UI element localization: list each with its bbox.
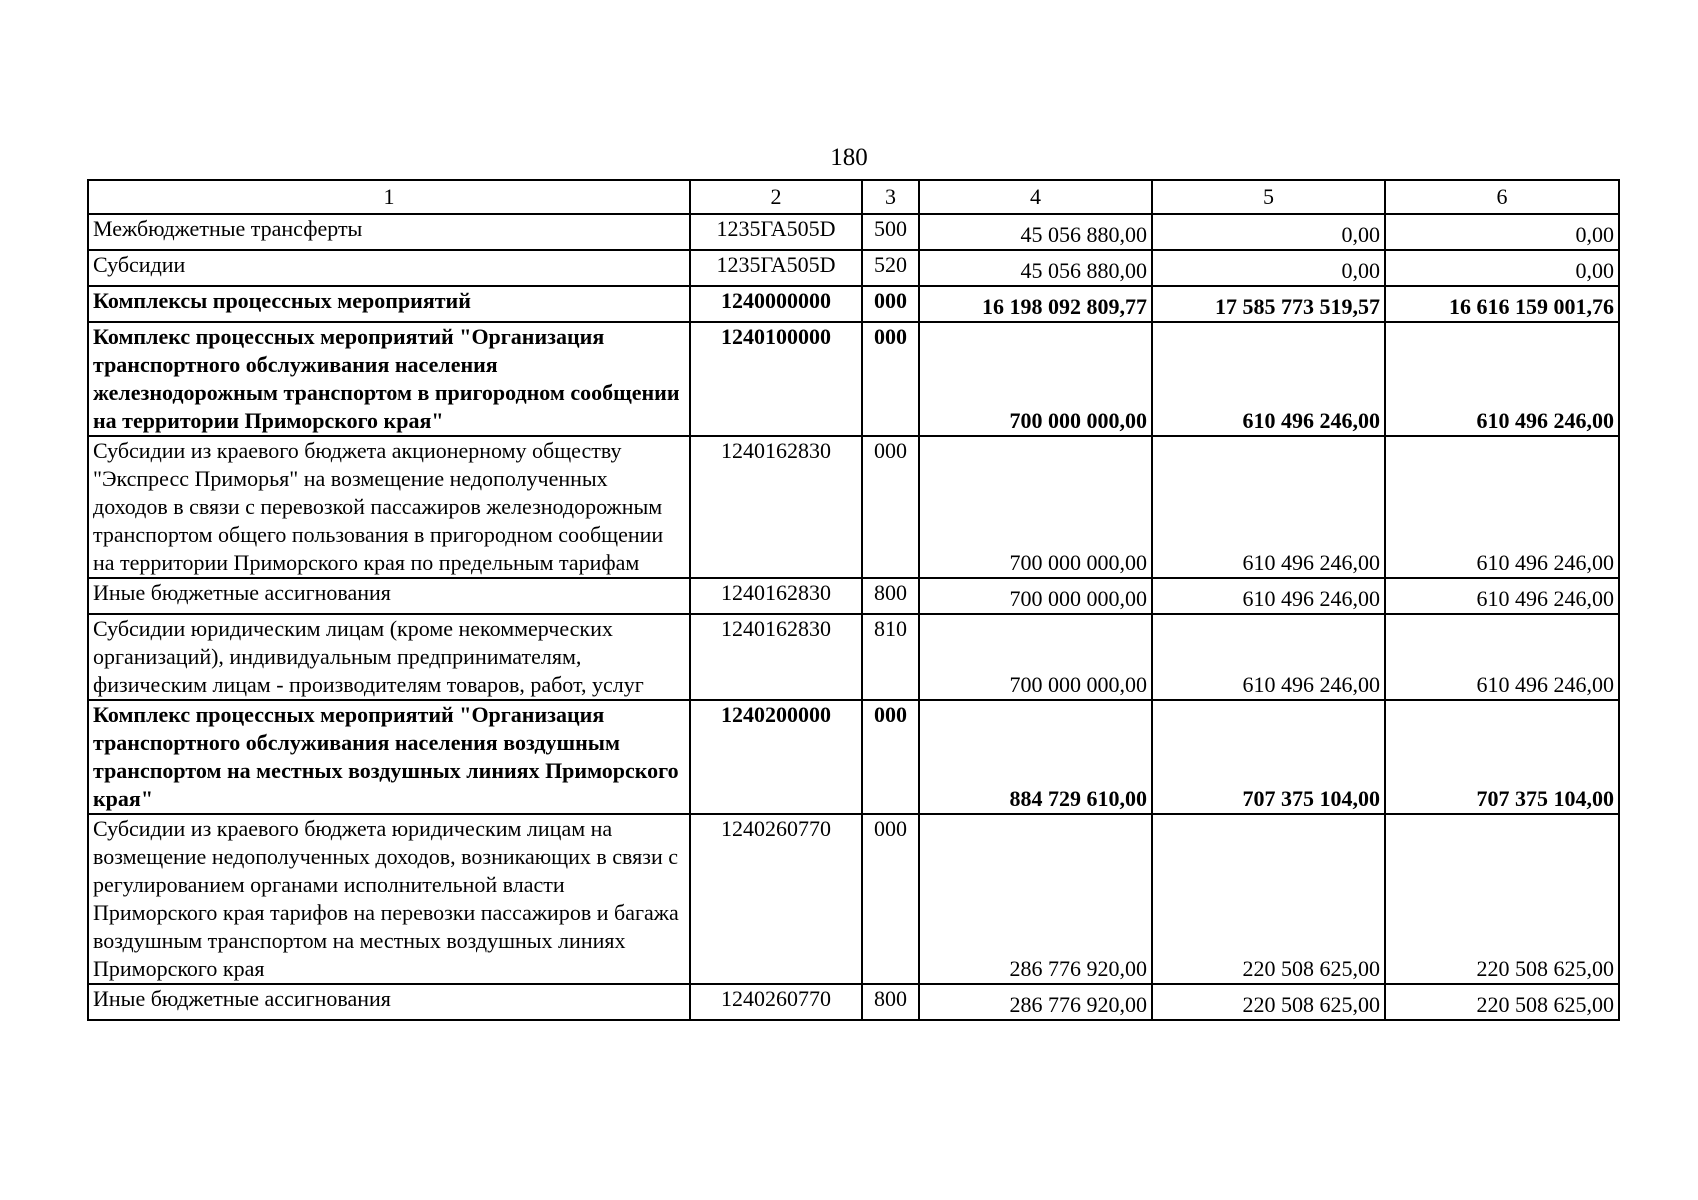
- row-amount-col4: 700 000 000,00: [919, 578, 1152, 614]
- row-amount-col4: 45 056 880,00: [919, 250, 1152, 286]
- row-expense-type: 000: [862, 700, 919, 814]
- row-amount-col6: 16 616 159 001,76: [1385, 286, 1619, 322]
- row-amount-col6: 220 508 625,00: [1385, 984, 1619, 1020]
- row-code: 1240260770: [690, 814, 862, 984]
- row-amount-col5: 610 496 246,00: [1152, 614, 1385, 700]
- row-expense-type: 800: [862, 984, 919, 1020]
- row-amount-col4: 286 776 920,00: [919, 984, 1152, 1020]
- table-row: [88, 984, 1619, 1020]
- row-amount-col4: 45 056 880,00: [919, 214, 1152, 250]
- row-amount-col5: 0,00: [1152, 214, 1385, 250]
- column-header: 1: [88, 180, 690, 214]
- row-name: Субсидии юридическим лицам (кроме некоммерческих организаций), индивидуальным предпринимателям, физическим лицам - производителям товаров, работ, услуг: [88, 614, 690, 700]
- row-code: 1235ГА505D: [690, 250, 862, 286]
- row-name: Субсидии из краевого бюджета акционерному обществу "Экспресс Приморья" на возмещение недополученных доходов в связи с перевозкой пассажиров железнодорожным транспортом общего пользования в пригородном сообщении на территории Приморского края по предельным тарифам: [88, 436, 690, 578]
- row-amount-col4: 700 000 000,00: [919, 322, 1152, 436]
- page-number: 180: [830, 144, 868, 171]
- row-name: Комплекс процессных мероприятий "Организация транспортного обслуживания населения воздушным транспортом на местных воздушных линиях Приморского края": [88, 700, 690, 814]
- row-amount-col6: 707 375 104,00: [1385, 700, 1619, 814]
- row-amount-col4: 700 000 000,00: [919, 436, 1152, 578]
- column-header: 2: [690, 180, 862, 214]
- row-expense-type: 000: [862, 322, 919, 436]
- row-code: 1240100000: [690, 322, 862, 436]
- row-code: 1240000000: [690, 286, 862, 322]
- budget-table-body: [88, 180, 1619, 1020]
- row-amount-col5: 610 496 246,00: [1152, 322, 1385, 436]
- row-name: Субсидии: [88, 250, 690, 286]
- row-code: 1240162830: [690, 614, 862, 700]
- row-amount-col5: 610 496 246,00: [1152, 436, 1385, 578]
- row-expense-type: 000: [862, 814, 919, 984]
- table-row: [88, 286, 1619, 322]
- row-amount-col4: 884 729 610,00: [919, 700, 1152, 814]
- table-row: [88, 214, 1619, 250]
- row-amount-col6: 0,00: [1385, 214, 1619, 250]
- row-name: Иные бюджетные ассигнования: [88, 578, 690, 614]
- row-expense-type: 800: [862, 578, 919, 614]
- column-header: 5: [1152, 180, 1385, 214]
- row-amount-col4: 16 198 092 809,77: [919, 286, 1152, 322]
- column-header: 3: [862, 180, 919, 214]
- row-expense-type: 000: [862, 286, 919, 322]
- row-expense-type: 810: [862, 614, 919, 700]
- row-amount-col4: 700 000 000,00: [919, 614, 1152, 700]
- table-row: [88, 700, 1619, 814]
- row-name: Субсидии из краевого бюджета юридическим лицам на возмещение недополученных доходов, возникающих в связи с регулированием органами исполнительной власти Приморского края тарифов на перевозки пассажиров и багажа воздушным транспортом на местных воздушных линиях Приморского края: [88, 814, 690, 984]
- row-amount-col5: 707 375 104,00: [1152, 700, 1385, 814]
- row-name: Комплекс процессных мероприятий "Организация транспортного обслуживания населения железнодорожным транспортом в пригородном сообщении на территории Приморского края": [88, 322, 690, 436]
- table-row: [88, 250, 1619, 286]
- row-amount-col6: 610 496 246,00: [1385, 578, 1619, 614]
- row-amount-col6: 610 496 246,00: [1385, 436, 1619, 578]
- row-code: 1240162830: [690, 578, 862, 614]
- row-amount-col5: 220 508 625,00: [1152, 814, 1385, 984]
- row-amount-col6: 610 496 246,00: [1385, 322, 1619, 436]
- row-name: Иные бюджетные ассигнования: [88, 984, 690, 1020]
- table-row: [88, 322, 1619, 436]
- row-expense-type: 500: [862, 214, 919, 250]
- row-code: 1235ГА505D: [690, 214, 862, 250]
- row-expense-type: 520: [862, 250, 919, 286]
- row-amount-col5: 0,00: [1152, 250, 1385, 286]
- row-amount-col6: 0,00: [1385, 250, 1619, 286]
- column-header: 6: [1385, 180, 1619, 214]
- table-row: [88, 614, 1619, 700]
- row-code: 1240260770: [690, 984, 862, 1020]
- row-name: Комплексы процессных мероприятий: [88, 286, 690, 322]
- row-amount-col6: 220 508 625,00: [1385, 814, 1619, 984]
- column-number-row: [88, 180, 1619, 214]
- column-header: 4: [919, 180, 1152, 214]
- row-amount-col5: 610 496 246,00: [1152, 578, 1385, 614]
- table-row: [88, 436, 1619, 578]
- budget-table: [87, 179, 1620, 1021]
- row-name: Межбюджетные трансферты: [88, 214, 690, 250]
- row-code: 1240200000: [690, 700, 862, 814]
- row-expense-type: 000: [862, 436, 919, 578]
- row-amount-col4: 286 776 920,00: [919, 814, 1152, 984]
- row-amount-col5: 220 508 625,00: [1152, 984, 1385, 1020]
- row-code: 1240162830: [690, 436, 862, 578]
- table-row: [88, 814, 1619, 984]
- row-amount-col6: 610 496 246,00: [1385, 614, 1619, 700]
- row-amount-col5: 17 585 773 519,57: [1152, 286, 1385, 322]
- table-row: [88, 578, 1619, 614]
